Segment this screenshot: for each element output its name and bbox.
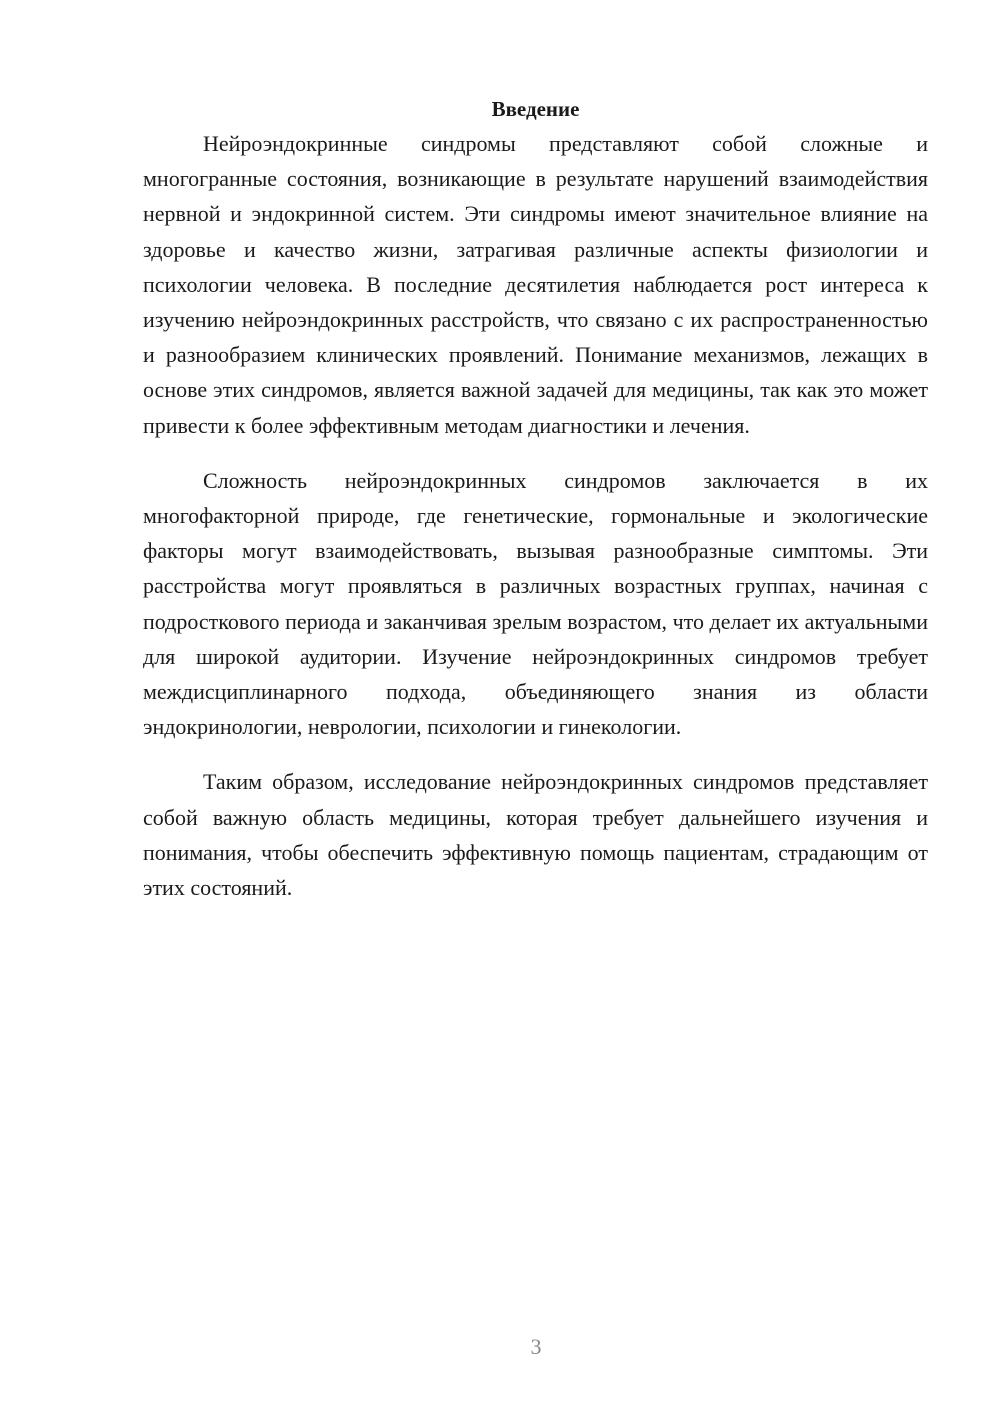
section-heading: Введение: [491, 97, 580, 121]
page-number: 3: [530, 1334, 542, 1359]
paragraph-3: Таким образом, исследование нейроэндокринных синдромов представляет собой важную область медицины, которая требует дальнейшего изучения и понимания, чтобы обеспечить эффективную помощь пациентам, страдающим от этих состояний.: [143, 769, 928, 901]
paragraph-1: Нейроэндокринные синдромы представляют собой сложные и многогранные состояния, возникающие в результате нарушений взаимодействия нервной и эндокринной систем. Эти синдромы имеют значительное влияние на здоровье и качество жизни, затрагивая различные аспекты физиологии и психологии человека. В последние десятилетия наблюдается рост интереса к изучению нейроэндокринных расстройств, что связано с их распространенностью и разнообразием клинических проявлений. Понимание механизмов, лежащих в основе этих синдромов, является важной задачей для медицины, так как это может привести к более эффективным методам диагностики и лечения.: [143, 131, 928, 438]
paragraph-2: Сложность нейроэндокринных синдромов заключается в их многофакторной природе, где генетические, гормональные и экологические факторы могут взаимодействовать, вызывая разнообразные симптомы. Эти расстройства могут проявляться в различных возрастных группах, начиная с подросткового периода и заканчивая зрелым возрастом, что делает их актуальными для широкой аудитории. Изучение нейроэндокринных синдромов требует междисциплинарного подхода, объединяющего знания из области эндокринологии, неврологии, психологии и гинекологии.: [143, 467, 928, 740]
page-content: [143, 94, 928, 925]
